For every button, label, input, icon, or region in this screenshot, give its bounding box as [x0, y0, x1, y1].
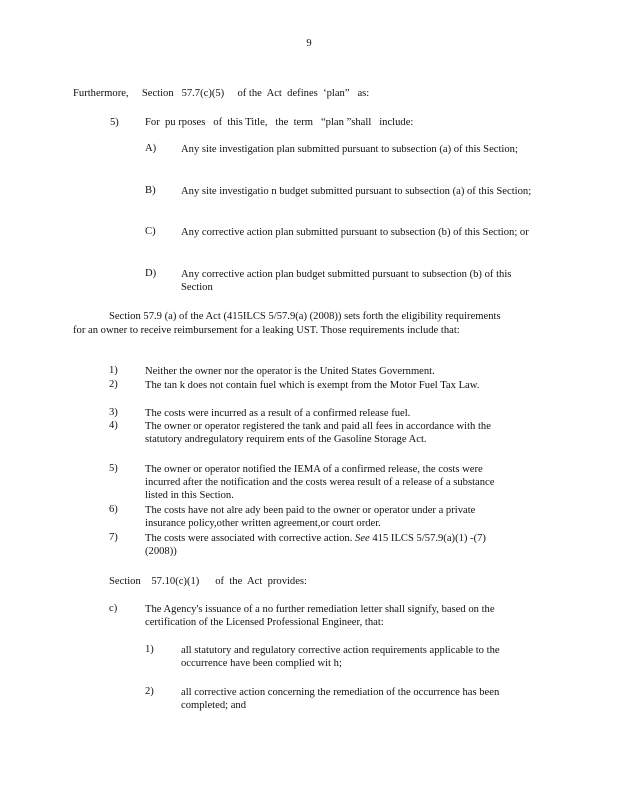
requirement-number: 4) [109, 420, 118, 431]
intro-paragraph: Furthermore, Section 57.7(c)(5) of the Act defines ‘plan” as: [73, 88, 370, 99]
item-c-sub-text: all statutory and regulatory corrective action requirements applicable to the occurrence have been complied wit h; [181, 645, 500, 669]
requirement-text [145, 532, 505, 558]
plan-item-text: Any corrective action plan submitted pursuant to subsection (b) of this Section; or [181, 227, 529, 238]
item-c-sub-number: 2) [145, 686, 154, 697]
item-c-sub-text: all corrective action concerning the remediation of the occurrence has been completed; and [181, 687, 500, 711]
plan-item-letter: B) [145, 185, 156, 196]
requirement-text: The costs were incurred as a result of a confirmed release fuel. [145, 408, 411, 419]
requirement-number: 6) [109, 504, 118, 515]
plan-item-letter: A) [145, 143, 157, 154]
section-57-10-intro: Section 57.10(c)(1) of the Act provides: [109, 576, 308, 587]
requirement-7-text: The costs were associated with corrective action. [145, 533, 353, 544]
section-57-9-paragraph [73, 310, 513, 337]
citation-see: See [355, 533, 370, 544]
requirement-text: The owner or operator registered the tank and paid all fees in accordance with the statutory andregulatory requirem ents of the Gasoline Storage Act. [145, 421, 491, 445]
citation-reference: 415 ILCS 5/57.9(a)(1) -(7) (2008)) [145, 533, 486, 557]
section-57-9-text: Section 57.9 (a) of the Act (415ILCS 5/57.9(a) (2008)) sets forth the eligibility requirements for an owner to receive reimbursement for a leaking UST. Those requirements include that: [73, 311, 501, 336]
requirement-number: 7) [109, 532, 118, 543]
plan-item-letter: D) [145, 268, 157, 279]
item-5-text: For pu rposes of this Title, the term “plan ”shall include: [145, 117, 414, 128]
plan-item-text: Any site investigatio n budget submitted pursuant to subsection (a) of this Section; [181, 186, 532, 197]
item-c-text: The Agency's issuance of a no further remediation letter shall signify, based on the certification of the Licensed Professional Engineer, that: [145, 604, 495, 628]
requirement-number: 3) [109, 407, 118, 418]
item-5-number: 5) [110, 117, 119, 128]
item-c-letter: c) [109, 603, 118, 614]
requirement-number: 2) [109, 379, 118, 390]
plan-item-letter: C) [145, 226, 156, 237]
requirement-text: Neither the owner nor the operator is the United States Government. [145, 366, 435, 377]
requirement-number: 5) [109, 463, 118, 474]
requirement-text: The costs have not alre ady been paid to the owner or operator under a private insurance policy,other written agreement,or court order. [145, 505, 476, 529]
requirement-text: The tan k does not contain fuel which is exempt from the Motor Fuel Tax Law. [145, 380, 480, 391]
requirement-text: The owner or operator notified the IEMA of a confirmed release, the costs were incurred after the notification and the costs werea result of a release of a substance listed in this Section. [145, 464, 495, 501]
plan-item-text: Any site investigation plan submitted pursuant to subsection (a) of this Section; [181, 144, 518, 155]
plan-item-text: Any corrective action plan budget submitted pursuant to subsection (b) of this Section [181, 269, 512, 293]
page-number: 9 [306, 38, 312, 49]
item-c-sub-number: 1) [145, 644, 154, 655]
requirement-number: 1) [109, 365, 118, 376]
